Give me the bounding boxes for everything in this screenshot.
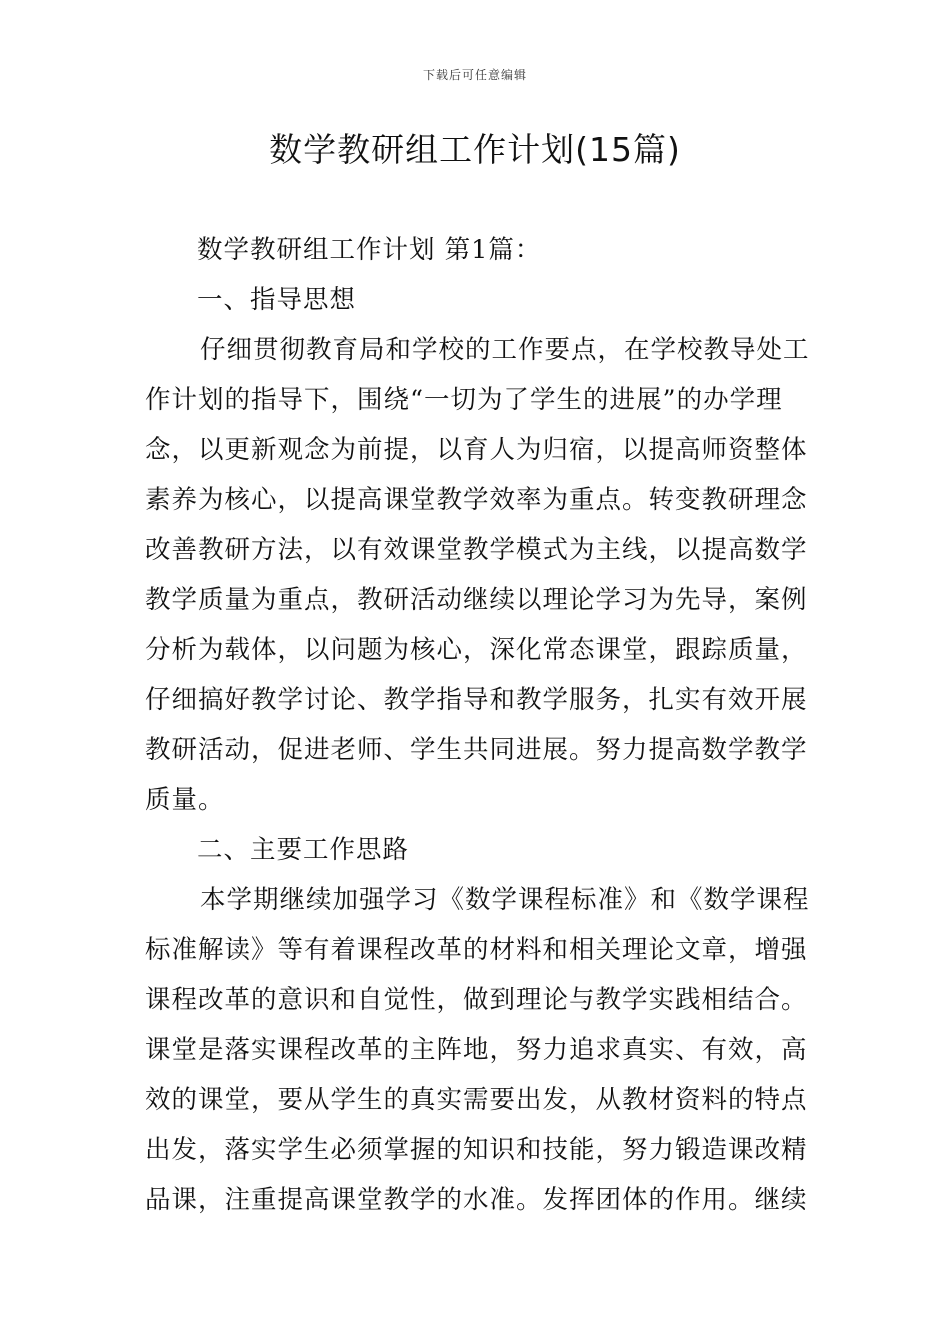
- text-line: 仔细搞好教学讨论、教学指导和教学服务，扎实有效开展: [145, 685, 808, 715]
- text-line: 二、主要工作思路: [197, 835, 410, 865]
- text-line: 效的课堂，要从学生的真实需要出发，从教材资料的特点: [145, 1085, 808, 1115]
- text-line: 课程改革的意识和自觉性，做到理论与教学实践相结合。: [145, 985, 808, 1015]
- text-line: 教研活动，促进老师、学生共同进展。努力提高数学教学: [145, 735, 808, 765]
- text-line: 质量。: [145, 785, 225, 815]
- text-line: 课堂是落实课程改革的主阵地，努力追求真实、有效，高: [145, 1035, 808, 1065]
- text-line: 念，以更新观念为前提，以育人为归宿，以提高师资整体: [145, 435, 808, 465]
- text-line: 品课，注重提高课堂教学的水准。发挥团体的作用。继续: [145, 1185, 808, 1215]
- text-line: 一、指导思想: [197, 285, 357, 315]
- text-line: 数学教研组工作计划 第1篇：: [197, 235, 542, 265]
- document-title: 数学教研组工作计划(15篇): [269, 130, 681, 169]
- text-line: 仔细贯彻教育局和学校的工作要点，在学校教导处工: [200, 335, 810, 365]
- text-line: 出发，落实学生必须掌握的知识和技能，努力锻造课改精: [145, 1135, 808, 1165]
- header-note: 下载后可任意编辑: [422, 68, 527, 82]
- text-line: 作计划的指导下，围绕“一切为了学生的进展”的办学理: [145, 385, 783, 415]
- text-line: 素养为核心，以提高课堂教学效率为重点。转变教研理念: [145, 485, 808, 515]
- text-line: 改善教研方法，以有效课堂教学模式为主线，以提高数学: [145, 535, 808, 565]
- text-line: 教学质量为重点，教研活动继续以理论学习为先导，案例: [145, 585, 808, 615]
- text-line: 标准解读》等有着课程改革的材料和相关理论文章，增强: [145, 935, 808, 965]
- text-line: 本学期继续加强学习《数学课程标准》和《数学课程: [200, 885, 810, 915]
- document-body: [145, 225, 810, 1225]
- text-line: 分析为载体，以问题为核心，深化常态课堂，跟踪质量，: [145, 635, 808, 665]
